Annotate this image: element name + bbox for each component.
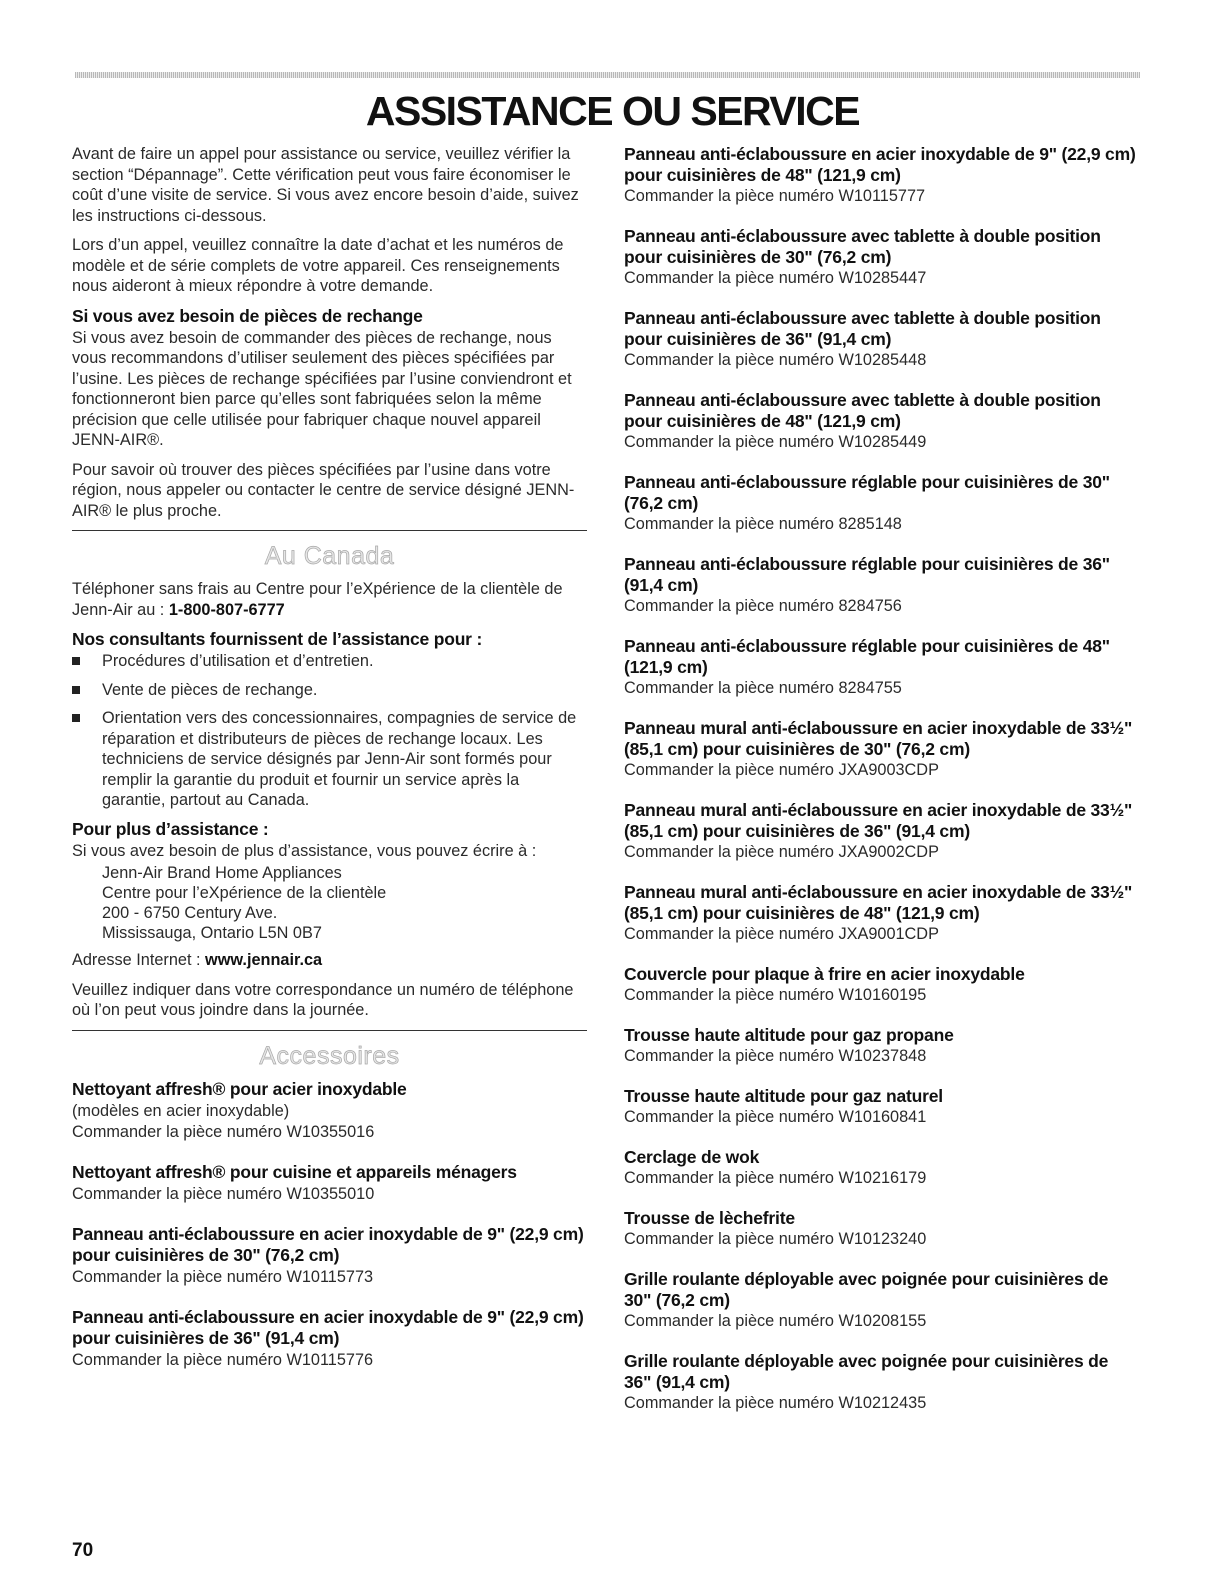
canada-phone-paragraph	[72, 579, 587, 620]
accessory-item	[624, 800, 1139, 863]
accessory-title: Trousse de lèchefrite	[624, 1208, 795, 1228]
section-divider	[72, 530, 587, 531]
accessory-part-number: Commander la pièce numéro W10123240	[624, 1230, 927, 1248]
accessory-title: Nettoyant affresh® pour cuisine et appareils ménagers	[72, 1161, 517, 1182]
accessory-part-number: Commander la pièce numéro W10285447	[624, 269, 927, 287]
consultants-list	[72, 651, 587, 811]
accessory-title: Trousse haute altitude pour gaz propane	[624, 1025, 954, 1045]
accessory-part-number: Commander la pièce numéro W10160841	[624, 1108, 927, 1126]
accessory-item	[624, 554, 1139, 617]
address-line: Jenn-Air Brand Home Appliances	[102, 864, 342, 882]
accessory-part-number: Commander la pièce numéro W10285448	[624, 351, 927, 369]
accessory-subtitle: (modèles en acier inoxydable)	[72, 1101, 290, 1120]
accessory-item	[624, 1147, 1139, 1189]
accessory-title: Panneau anti-éclaboussure réglable pour cuisinières de 48" (121,9 cm)	[624, 636, 1110, 677]
accessory-title: Panneau anti-éclaboussure avec tablette à double position pour cuisinières de 30" (76,2 cm)	[624, 226, 1101, 267]
accessory-item	[624, 390, 1139, 453]
page-number: 70	[72, 1540, 94, 1561]
list-item	[72, 680, 587, 701]
accessory-item	[72, 1307, 587, 1371]
accessory-title: Panneau mural anti-éclaboussure en acier inoxydable de 33½" (85,1 cm) pour cuisinières de 30" (76,2 cm)	[624, 718, 1133, 759]
accessories-heading: Accessoires	[259, 1041, 400, 1070]
accessory-part-number: Commander la pièce numéro 8284755	[624, 679, 902, 697]
mailing-address	[72, 863, 587, 943]
accessory-part-number: Commander la pièce numéro W10115776	[72, 1350, 374, 1369]
accessory-title: Panneau mural anti-éclaboussure en acier inoxydable de 33½" (85,1 cm) pour cuisinières de 36" (91,4 cm)	[624, 800, 1133, 841]
page-title: ASSISTANCE OU SERVICE	[365, 88, 860, 134]
accessory-title: Grille roulante déployable avec poignée pour cuisinières de 30" (76,2 cm)	[624, 1269, 1109, 1310]
accessory-part-number: Commander la pièce numéro W10212435	[624, 1394, 927, 1412]
accessory-item	[624, 308, 1139, 371]
accessory-part-number: Commander la pièce numéro JXA9001CDP	[624, 925, 939, 943]
intro-paragraph-1: Avant de faire un appel pour assistance ou service, veuillez vérifier la section “Dépannage”. Cette vérification peut vous faire économiser le coût d’une visite de service. Si vous avez encore besoin d’aide, suivez les instructions ci-dessous.	[72, 145, 579, 225]
accessory-part-number: Commander la pièce numéro 8285148	[624, 515, 902, 533]
bullet-square-icon	[72, 686, 80, 694]
accessory-part-number: Commander la pièce numéro W10216179	[624, 1169, 927, 1187]
accessory-part-number: Commander la pièce numéro W10355010	[72, 1184, 375, 1203]
intro-paragraph-2: Lors d’un appel, veuillez connaître la date d’achat et les numéros de modèle et de série complets de votre appareil. Ces renseignements nous aideront à mieux répondre à votre demande.	[72, 236, 564, 295]
accessory-title: Panneau anti-éclaboussure avec tablette à double position pour cuisinières de 36" (91,4 cm)	[624, 308, 1101, 349]
address-line: Mississauga, Ontario L5N 0B7	[102, 924, 322, 942]
accessory-part-number: Commander la pièce numéro W10285449	[624, 433, 927, 451]
parts-paragraph-1: Si vous avez besoin de commander des pièces de rechange, nous vous recommandons d’utiliser seulement des pièces spécifiées par l’usine. Les pièces de rechange spécifiées par l’usine conviendront et fonctionneront bien parce qu’elles sont fabriquées selon la même précision que celle utilisée pour fabriquer chaque nouvel appareil JENN-AIR®.	[72, 328, 572, 449]
web-address	[72, 950, 587, 971]
accessory-part-number: Commander la pièce numéro W10160195	[624, 986, 927, 1004]
list-item-text: Procédures d’utilisation et d’entretien.	[102, 652, 374, 670]
accessory-item	[624, 1208, 1139, 1250]
accessory-part-number: Commander la pièce numéro JXA9002CDP	[624, 843, 939, 861]
accessory-part-number: Commander la pièce numéro JXA9003CDP	[624, 761, 939, 779]
accessory-item	[624, 1269, 1139, 1332]
accessory-title: Nettoyant affresh® pour acier inoxydable	[72, 1078, 407, 1099]
address-line: 200 - 6750 Century Ave.	[102, 904, 278, 922]
web-label: Adresse Internet :	[72, 951, 206, 969]
canada-heading: Au Canada	[264, 542, 395, 570]
canada-phone-number: 1-800-807-6777	[168, 600, 285, 619]
accessory-title: Panneau anti-éclaboussure en acier inoxydable de 9" (22,9 cm) pour cuisinières de 36" (91,4 cm)	[72, 1306, 584, 1348]
accessory-title: Panneau anti-éclaboussure en acier inoxydable de 9" (22,9 cm) pour cuisinières de 48" (121,9 cm)	[624, 144, 1136, 185]
accessory-part-number: Commander la pièce numéro W10355016	[72, 1122, 375, 1141]
accessory-title: Trousse haute altitude pour gaz naturel	[624, 1086, 943, 1106]
parts-paragraph-2: Pour savoir où trouver des pièces spécifiées par l’usine dans votre région, nous appeler ou contacter le centre de service désigné JENN-AIR® le plus proche.	[72, 460, 575, 520]
accessory-item	[624, 226, 1139, 289]
accessory-item	[624, 1351, 1139, 1414]
accessory-item	[72, 1162, 587, 1205]
bullet-square-icon	[72, 714, 80, 722]
right-column	[624, 144, 1139, 1433]
accessory-title: Panneau anti-éclaboussure réglable pour cuisinières de 30" (76,2 cm)	[624, 472, 1110, 513]
accessory-item	[624, 472, 1139, 535]
left-column	[72, 144, 587, 1390]
web-url-link[interactable]: www.jennair.ca	[205, 951, 323, 969]
accessory-title: Panneau anti-éclaboussure avec tablette à double position pour cuisinières de 48" (121,9 cm)	[624, 390, 1101, 431]
accessory-item	[624, 964, 1139, 1006]
canada-phone-text: Téléphoner sans frais au Centre pour l’eXpérience de la clientèle de Jenn-Air au :	[72, 580, 563, 619]
accessory-item	[624, 882, 1139, 945]
accessory-title: Panneau mural anti-éclaboussure en acier inoxydable de 33½" (85,1 cm) pour cuisinières de 48" (121,9 cm)	[624, 882, 1133, 923]
more-assistance-heading: Pour plus d’assistance :	[72, 818, 269, 839]
more-assistance-text: Si vous avez besoin de plus d’assistance, vous pouvez écrire à :	[72, 841, 537, 860]
accessory-item	[624, 1086, 1139, 1128]
section-divider	[72, 1030, 587, 1031]
list-item-text: Orientation vers des concessionnaires, compagnies de service de réparation et distributeurs de pièces de rechange locaux. Les techniciens de service désignés par Jenn-Air sont formés pour remplir la garantie du produit et fournir un service après la garantie, partout au Canada.	[102, 709, 577, 809]
parts-heading: Si vous avez besoin de pièces de rechange	[72, 305, 423, 326]
accessory-item	[72, 1079, 587, 1143]
accessory-part-number: Commander la pièce numéro W10115773	[72, 1267, 374, 1286]
accessory-part-number: Commander la pièce numéro 8284756	[624, 597, 902, 615]
accessory-title: Panneau anti-éclaboussure en acier inoxydable de 9" (22,9 cm) pour cuisinières de 30" (76,2 cm)	[72, 1223, 584, 1265]
list-item	[72, 708, 587, 811]
list-item	[72, 651, 587, 672]
bullet-square-icon	[72, 657, 80, 665]
address-line: Centre pour l’eXpérience de la clientèle	[102, 884, 387, 902]
accessory-item	[72, 1224, 587, 1288]
accessory-title: Panneau anti-éclaboussure réglable pour cuisinières de 36" (91,4 cm)	[624, 554, 1110, 595]
accessory-item	[624, 1025, 1139, 1067]
accessory-item	[624, 718, 1139, 781]
accessory-title: Grille roulante déployable avec poignée pour cuisinières de 36" (91,4 cm)	[624, 1351, 1109, 1392]
top-rule-bar	[75, 72, 1140, 78]
accessory-title: Couvercle pour plaque à frire en acier inoxydable	[624, 964, 1025, 984]
accessory-item	[624, 636, 1139, 699]
accessory-part-number: Commander la pièce numéro W10115777	[624, 187, 926, 205]
accessory-part-number: Commander la pièce numéro W10237848	[624, 1047, 927, 1065]
correspondence-paragraph: Veuillez indiquer dans votre correspondance un numéro de téléphone où l’on peut vous joindre dans la journée.	[72, 980, 574, 1019]
accessory-title: Cerclage de wok	[624, 1147, 760, 1167]
accessory-part-number: Commander la pièce numéro W10208155	[624, 1312, 927, 1330]
consultants-heading: Nos consultants fournissent de l’assistance pour :	[72, 629, 483, 649]
list-item-text: Vente de pièces de rechange.	[102, 680, 318, 699]
accessory-item	[624, 144, 1139, 207]
